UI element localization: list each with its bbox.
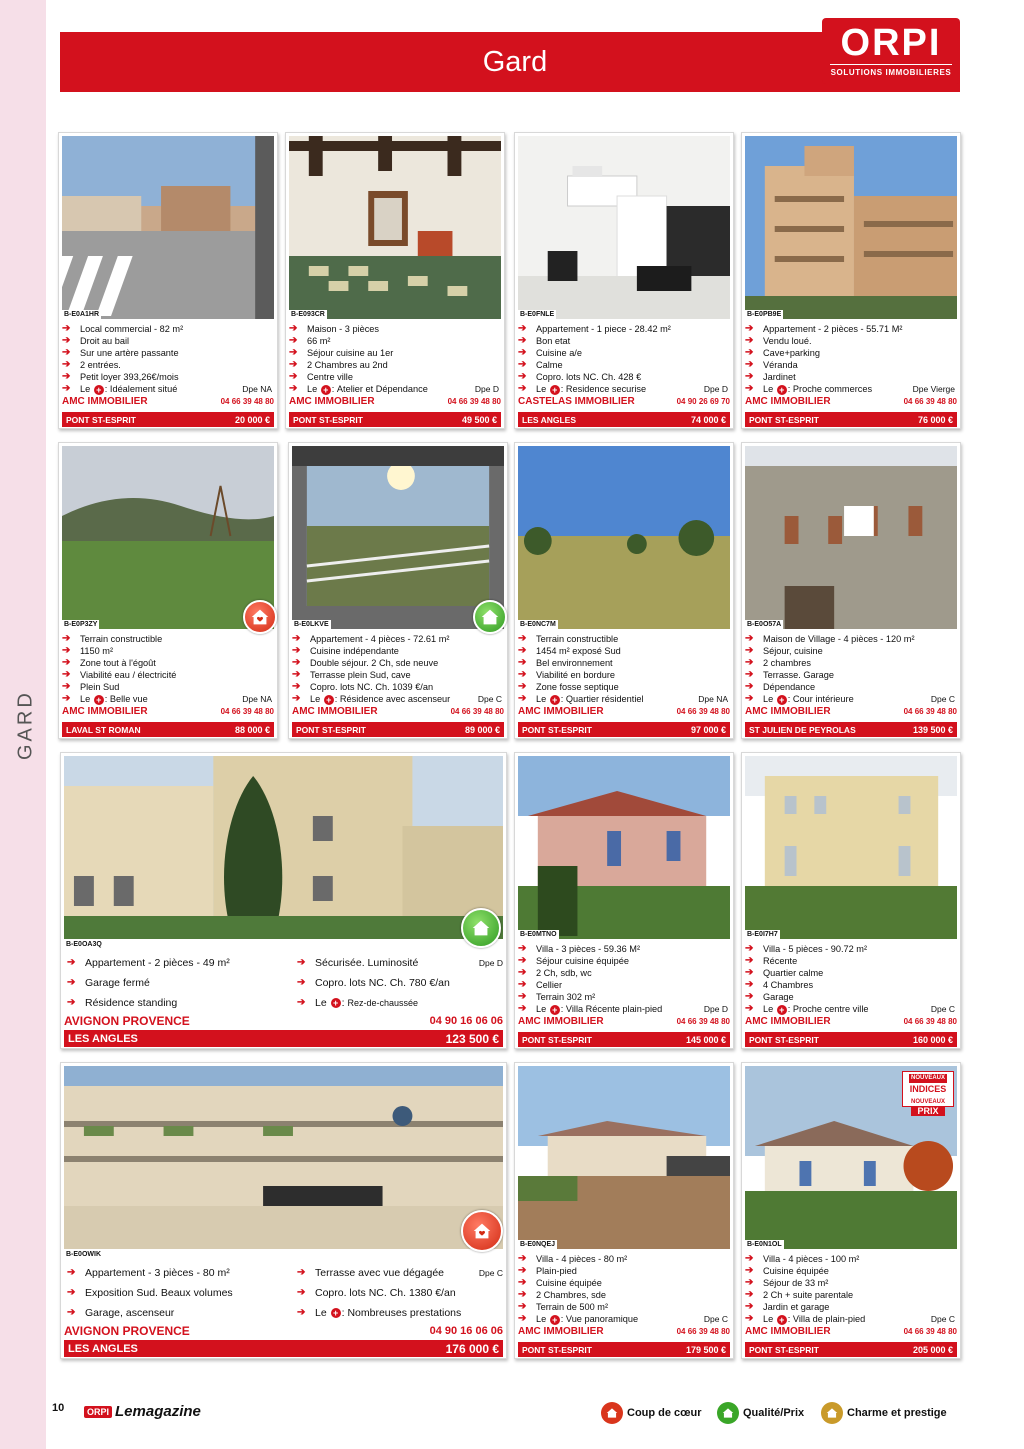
- atout-prefix: Le: [307, 384, 318, 395]
- plus-icon: +: [777, 1315, 787, 1325]
- property-photo: [518, 756, 730, 939]
- feature: Terrasse. Garage: [763, 670, 834, 681]
- price-bar: [62, 412, 274, 427]
- atout-prefix: Le: [763, 384, 774, 395]
- logo-wordmark: ORPI: [840, 22, 942, 64]
- listing-ref: B-E0N1OL: [747, 1241, 782, 1248]
- dpe-rating: Dpe Vierge: [912, 384, 955, 395]
- agency-name: AMC IMMOBILIER: [62, 396, 148, 407]
- agency-phone: 04 66 39 48 80: [903, 1327, 957, 1336]
- coup-de-coeur-icon: [601, 1402, 623, 1424]
- feature: Zone tout à l'égoût: [80, 658, 156, 669]
- price: 76 000 €: [917, 414, 953, 425]
- orpi-mini-logo: ORPI: [84, 1406, 112, 1418]
- property-photo: [62, 446, 274, 629]
- feature: 2 entrées.: [80, 360, 121, 371]
- feature: Cave+parking: [763, 348, 820, 359]
- feature: Bel environnement: [536, 658, 613, 669]
- price-bar: [64, 1340, 503, 1357]
- feature: Bon etat: [536, 336, 571, 347]
- property-photo: [292, 446, 504, 629]
- price: 160 000 €: [912, 1034, 953, 1045]
- nouveaux-prix-tag: [902, 1071, 954, 1116]
- feature: Dépendance: [763, 682, 816, 693]
- agency-line: [518, 396, 730, 407]
- plus-icon: +: [550, 385, 560, 395]
- listing-ref: B-E0MTNO: [520, 931, 557, 938]
- agency-name: AMC IMMOBILIER: [745, 1326, 831, 1337]
- property-photo: [62, 136, 274, 319]
- town: PONT ST-ESPRIT: [296, 724, 366, 735]
- atout: Nombreuses prestations: [347, 1307, 462, 1319]
- listing-card[interactable]: [741, 752, 961, 1049]
- feature: Cuisine équipée: [536, 1278, 602, 1289]
- plus-icon: +: [331, 1308, 341, 1318]
- feature: 1150 m²: [80, 646, 114, 657]
- feature: Terrain de 500 m²: [536, 1302, 609, 1313]
- agency-phone: 04 66 39 48 80: [903, 707, 957, 716]
- town: PONT ST-ESPRIT: [749, 414, 819, 425]
- legend-label: Qualité/Prix: [743, 1407, 805, 1419]
- feature: Exposition Sud. Beaux volumes: [85, 1287, 233, 1299]
- feature: Jardin et garage: [763, 1302, 830, 1313]
- town: ST JULIEN DE PEYROLAS: [749, 724, 856, 735]
- charme-prestige-icon: [821, 1402, 843, 1424]
- plus-icon: +: [550, 1315, 560, 1325]
- plus-icon: +: [321, 385, 331, 395]
- page-number: 10: [52, 1402, 65, 1414]
- price-bar: [64, 1030, 503, 1047]
- listing-card[interactable]: [514, 132, 734, 429]
- listing-card[interactable]: [741, 132, 961, 429]
- dpe-rating: Dpe NA: [242, 384, 272, 395]
- price: 89 000 €: [464, 724, 500, 735]
- feature: Centre ville: [307, 372, 353, 383]
- listing-ref: B-E0I7H7: [747, 931, 778, 938]
- price: 179 500 €: [685, 1344, 726, 1355]
- atout: Villa Récente plain-pied: [565, 1004, 663, 1015]
- agency-phone: 04 66 39 48 80: [447, 397, 501, 406]
- price-bar: [745, 1342, 957, 1357]
- agency-phone: 04 66 39 48 80: [676, 707, 730, 716]
- price: 176 000 €: [445, 1341, 499, 1356]
- listing-card[interactable]: [285, 132, 505, 429]
- property-photo: [289, 136, 501, 319]
- agency-phone: 04 66 39 48 80: [903, 397, 957, 406]
- atout-prefix: Le: [536, 384, 547, 395]
- dpe-rating: Dpe NA: [698, 694, 728, 705]
- feature: 2 Chambres, sde: [536, 1290, 606, 1301]
- dpe-rating: Dpe C: [930, 1004, 955, 1015]
- magazine-name: Lemagazine: [115, 1403, 201, 1420]
- property-photo: [745, 756, 957, 939]
- house-icon: [479, 606, 501, 628]
- feature: Séjour cuisine au 1er: [307, 348, 394, 359]
- feature: Maison de Village - 4 pièces - 120 m²: [763, 634, 915, 644]
- feature-list: ➔ Villa - 5 pièces - 90.72 m² ➔ Récente ➔ Quartier calme ➔ 4 Chambres ➔ Garage ➔ Le + : Proche centre ville Dpe C: [745, 943, 955, 1015]
- price-bar: [289, 412, 501, 427]
- legend-qualite-prix: [717, 1402, 804, 1424]
- atout: Idéalement situé: [109, 384, 178, 395]
- atout: Rez-de-chaussée: [347, 998, 418, 1008]
- agency-name: AVIGNON PROVENCE: [64, 1014, 190, 1028]
- property-photo: [518, 1066, 730, 1249]
- agency-phone: 04 66 39 48 80: [676, 1017, 730, 1026]
- feature-list-left: ➔ Appartement - 2 pièces - 49 m² ➔ Garage fermé ➔ Résidence standing: [67, 953, 230, 1013]
- town: LAVAL ST ROMAN: [66, 724, 141, 735]
- atout-prefix: Le: [763, 1314, 774, 1325]
- dpe-rating: Dpe D: [478, 958, 503, 968]
- atout-prefix: Le: [310, 694, 321, 705]
- feature-list: ➔ Maison de Village - 4 pièces - 120 m² ➔ Séjour, cuisine ➔ 2 chambres ➔ Terrasse. Garage ➔ Dépendance ➔ Le + : Cour intérieure Dpe C: [745, 633, 955, 705]
- price: 145 000 €: [685, 1034, 726, 1045]
- atout-prefix: Le: [536, 1004, 547, 1015]
- feature: Copro. lots NC. Ch. 428 €: [536, 372, 642, 383]
- feature: Terrasse avec vue dégagée: [315, 1267, 444, 1279]
- listing-ref: B-E0NC7M: [520, 621, 556, 628]
- dpe-rating: Dpe D: [703, 1004, 728, 1015]
- feature: Garage fermé: [85, 977, 150, 989]
- price: 49 500 €: [461, 414, 497, 425]
- feature: Récente: [763, 956, 798, 967]
- listing-ref: B-E0NQEJ: [520, 1241, 556, 1248]
- atout-prefix: Le: [80, 694, 91, 705]
- orpi-logo: [822, 18, 960, 84]
- house-heart-icon: [471, 1220, 493, 1242]
- feature: Copro. lots NC. Ch. 780 €/an: [315, 977, 450, 989]
- atout: Proche centre ville: [792, 1004, 869, 1015]
- qualite-prix-badge: [461, 908, 501, 948]
- listing-ref: B-E0LKVE: [294, 621, 329, 628]
- agency-phone: 04 66 39 48 80: [450, 707, 504, 716]
- plus-icon: +: [777, 385, 787, 395]
- agency-line: [745, 1016, 957, 1027]
- featured-listing-card[interactable]: [60, 1062, 507, 1359]
- feature: Vendu loué.: [763, 336, 812, 347]
- agency-phone: 04 66 39 48 80: [903, 1017, 957, 1026]
- listing-card[interactable]: [741, 1062, 961, 1359]
- agency-line: [64, 1014, 503, 1028]
- price-bar: [62, 722, 274, 737]
- property-photo: [745, 136, 957, 319]
- price: 20 000 €: [234, 414, 270, 425]
- agency-name: AMC IMMOBILIER: [518, 706, 604, 717]
- feature-list: ➔ Maison - 3 pièces ➔ 66 m² ➔ Séjour cuisine au 1er ➔ 2 Chambres au 2nd ➔ Centre ville ➔ Le + : Atelier et Dépendance Dpe D: [289, 323, 499, 395]
- listing-ref: B-E0OWIK: [66, 1251, 101, 1258]
- feature-list: ➔ Appartement - 1 piece - 28.42 m² ➔ Bon etat ➔ Cuisine a/e ➔ Calme ➔ Copro. lots NC. Ch. 428 € ➔ Le + : Residence securise Dpe D: [518, 323, 728, 395]
- feature: 2 Chambres au 2nd: [307, 360, 388, 371]
- price-bar: [518, 1032, 730, 1047]
- atout-prefix: Le: [80, 384, 91, 395]
- feature: Local commercial - 82 m²: [80, 324, 184, 334]
- legend-coup-de-coeur: [601, 1402, 702, 1424]
- town: PONT ST-ESPRIT: [749, 1344, 819, 1355]
- feature-list: ➔ Villa - 3 pièces - 59.36 M² ➔ Séjour cuisine équipée ➔ 2 Ch, sdb, wc ➔ Cellier ➔ Terrain 302 m² ➔ Le + : Villa Récente plain-pied Dpe D: [518, 943, 728, 1015]
- agency-name: AMC IMMOBILIER: [289, 396, 375, 407]
- tag-line: NOUVEAUX: [910, 1075, 945, 1081]
- agency-phone: 04 90 16 06 06: [429, 1015, 503, 1027]
- listing-card[interactable]: [514, 752, 734, 1049]
- tag-line: NOUVEAUX: [910, 1099, 945, 1105]
- feature: Copro. lots NC. Ch. 1380 €/an: [315, 1287, 456, 1299]
- feature-list-right: ➔ Terrasse avec vue dégagée Dpe C ➔ Copro. lots NC. Ch. 1380 €/an ➔ Le + : Nombreuses prestations: [297, 1263, 505, 1323]
- atout-prefix: Le: [763, 1004, 774, 1015]
- feature: Cuisine équipée: [763, 1266, 829, 1277]
- feature: Appartement - 4 pièces - 72.61 m²: [310, 634, 450, 644]
- atout-prefix: Le: [763, 694, 774, 705]
- feature: 66 m²: [307, 336, 331, 347]
- atout: Vue panoramique: [565, 1314, 639, 1325]
- price-bar: [745, 412, 957, 427]
- agency-line: [62, 396, 274, 407]
- feature: Villa - 4 pièces - 80 m²: [536, 1254, 628, 1264]
- agency-line: [518, 706, 730, 717]
- feature-list: ➔ Local commercial - 82 m² ➔ Droit au bail ➔ Sur une artère passante ➔ 2 entrées. ➔ Petit loyer 393,26€/mois ➔ Le + : Idéalement situé Dpe NA: [62, 323, 272, 395]
- feature: Terrain constructible: [80, 634, 163, 644]
- feature: Calme: [536, 360, 563, 371]
- coup-de-coeur-badge: [243, 600, 277, 634]
- feature: Appartement - 3 pièces - 80 m²: [85, 1267, 230, 1279]
- agency-line: [745, 1326, 957, 1337]
- price-bar: [518, 412, 730, 427]
- atout-prefix: Le: [536, 694, 547, 705]
- town: PONT ST-ESPRIT: [522, 724, 592, 735]
- property-photo: [64, 756, 503, 939]
- feature: Appartement - 2 pièces - 49 m²: [85, 957, 230, 969]
- feature: 2 Ch, sdb, wc: [536, 968, 592, 979]
- feature: Viabilité eau / électricité: [80, 670, 177, 681]
- price: 205 000 €: [912, 1344, 953, 1355]
- feature: Plain-pied: [536, 1266, 577, 1277]
- listing-card[interactable]: [58, 132, 278, 429]
- listing-card[interactable]: [741, 442, 961, 739]
- dpe-rating: Dpe C: [478, 1268, 503, 1278]
- feature: Sécurisée. Luminosité: [315, 957, 419, 969]
- featured-listing-card[interactable]: [60, 752, 507, 1049]
- feature: Cuisine a/e: [536, 348, 582, 359]
- feature-list-left: ➔ Appartement - 3 pièces - 80 m² ➔ Exposition Sud. Beaux volumes ➔ Garage, ascenseur: [67, 1263, 233, 1323]
- listing-ref: B-E0OA3Q: [66, 941, 102, 948]
- dpe-rating: Dpe C: [477, 694, 502, 705]
- property-photo: [518, 136, 730, 319]
- agency-name: AMC IMMOBILIER: [292, 706, 378, 717]
- feature: Séjour, cuisine: [763, 646, 823, 657]
- agency-line: [292, 706, 504, 717]
- atout: Résidence avec ascenseur: [339, 694, 451, 705]
- property-photo: [64, 1066, 503, 1249]
- feature: Cuisine indépendante: [310, 646, 399, 657]
- agency-phone: 04 90 16 06 06: [429, 1325, 503, 1337]
- feature: Appartement - 1 piece - 28.42 m²: [536, 324, 671, 334]
- legend-label: Coup de cœur: [627, 1407, 702, 1419]
- dpe-rating: Dpe D: [474, 384, 499, 395]
- feature: Garage, ascenseur: [85, 1307, 175, 1319]
- feature: Zone fosse septique: [536, 682, 619, 693]
- feature: Villa - 3 pièces - 59.36 M²: [536, 944, 641, 954]
- listing-ref: B-E0A1HR: [64, 311, 100, 318]
- feature: Quartier calme: [763, 968, 824, 979]
- feature: 2 chambres: [763, 658, 812, 669]
- feature: Villa - 5 pièces - 90.72 m²: [763, 944, 868, 954]
- agency-line: [64, 1324, 503, 1338]
- listing-card[interactable]: [514, 1062, 734, 1359]
- agency-phone: 04 66 39 48 80: [220, 707, 274, 716]
- feature: Terrain 302 m²: [536, 992, 596, 1003]
- feature: Maison - 3 pièces: [307, 324, 380, 334]
- listing-card[interactable]: [58, 442, 278, 739]
- agency-line: [518, 1326, 730, 1337]
- dpe-rating: Dpe D: [703, 384, 728, 395]
- agency-name: AMC IMMOBILIER: [518, 1326, 604, 1337]
- dpe-rating: Dpe C: [930, 694, 955, 705]
- feature: Véranda: [763, 360, 798, 371]
- price: 139 500 €: [912, 724, 953, 735]
- house-heart-icon: [249, 606, 271, 628]
- agency-phone: 04 66 39 48 80: [220, 397, 274, 406]
- section-title: Gard: [482, 45, 548, 78]
- feature: Séjour de 33 m²: [763, 1278, 829, 1289]
- feature: Villa - 4 pièces - 100 m²: [763, 1254, 860, 1264]
- feature: Résidence standing: [85, 997, 178, 1009]
- feature: Garage: [763, 992, 794, 1003]
- price-bar: [518, 1342, 730, 1357]
- town: LES ANGLES: [68, 1342, 138, 1355]
- plus-icon: +: [550, 695, 560, 705]
- legend-charme-prestige: [821, 1402, 947, 1424]
- agency-phone: 04 66 39 48 80: [676, 1327, 730, 1336]
- atout: Residence securise: [565, 384, 647, 395]
- plus-icon: +: [94, 385, 104, 395]
- price: 74 000 €: [690, 414, 726, 425]
- agency-name: AMC IMMOBILIER: [745, 396, 831, 407]
- atout-prefix: Le: [315, 1307, 327, 1319]
- agency-name: AMC IMMOBILIER: [62, 706, 148, 717]
- listing-ref: B-E0P3ZY: [64, 621, 98, 628]
- town: PONT ST-ESPRIT: [749, 1034, 819, 1045]
- town: PONT ST-ESPRIT: [522, 1344, 592, 1355]
- feature-list: ➔ Villa - 4 pièces - 100 m² ➔ Cuisine équipée ➔ Séjour de 33 m² ➔ 2 Ch + suite parentale ➔ Jardin et garage ➔ Le + : Villa de plain-pied Dpe C: [745, 1253, 955, 1325]
- listing-ref: B-E0O57A: [747, 621, 782, 628]
- house-icon: [470, 917, 492, 939]
- atout: Atelier et Dépendance: [336, 384, 428, 395]
- feature: Droit au bail: [80, 336, 130, 347]
- atout: Proche commerces: [792, 384, 873, 395]
- atout: Cour intérieure: [792, 694, 854, 705]
- feature: Viabilité en bordure: [536, 670, 615, 681]
- plus-icon: +: [550, 1005, 560, 1015]
- feature: Appartement - 2 pièces - 55.71 M²: [763, 324, 903, 334]
- feature-list: ➔ Villa - 4 pièces - 80 m² ➔ Plain-pied ➔ Cuisine équipée ➔ 2 Chambres, sde ➔ Terrain de 500 m² ➔ Le + : Vue panoramique Dpe C: [518, 1253, 728, 1325]
- town: LES ANGLES: [68, 1032, 138, 1045]
- listing-ref: B-E093CR: [291, 311, 325, 318]
- price: 97 000 €: [690, 724, 726, 735]
- plus-icon: +: [324, 695, 334, 705]
- price-bar: [518, 722, 730, 737]
- feature: 4 Chambres: [763, 980, 814, 991]
- agency-name: AMC IMMOBILIER: [745, 1016, 831, 1027]
- plus-icon: +: [777, 1005, 787, 1015]
- property-photo: [745, 446, 957, 629]
- town: LES ANGLES: [522, 414, 576, 425]
- feature-list-right: ➔ Sécurisée. Luminosité Dpe D ➔ Copro. lots NC. Ch. 780 €/an ➔ Le + : Rez-de-chaussée: [297, 953, 505, 1013]
- town: PONT ST-ESPRIT: [66, 414, 136, 425]
- town: PONT ST-ESPRIT: [293, 414, 363, 425]
- agency-line: [518, 1016, 730, 1027]
- dpe-rating: Dpe C: [930, 1314, 955, 1325]
- feature-list: ➔ Appartement - 4 pièces - 72.61 m² ➔ Cuisine indépendante ➔ Double séjour. 2 Ch, sde neuve ➔ Terrasse plein Sud, cave ➔ Copro. lots NC. Ch. 1039 €/an ➔ Le + : Résidence avec ascenseur Dpe C: [292, 633, 502, 705]
- listing-card[interactable]: [514, 442, 734, 739]
- atout: Belle vue: [109, 694, 148, 705]
- price-bar: [745, 1032, 957, 1047]
- atout-prefix: Le: [315, 997, 327, 1009]
- price: 88 000 €: [234, 724, 270, 735]
- feature: 2 Ch + suite parentale: [763, 1290, 854, 1301]
- magazine-logo: [84, 1403, 201, 1420]
- listing-card[interactable]: [288, 442, 508, 739]
- feature: Plein Sud: [80, 682, 120, 693]
- feature: Petit loyer 393,26€/mois: [80, 372, 179, 383]
- plus-icon: +: [777, 695, 787, 705]
- town: PONT ST-ESPRIT: [522, 1034, 592, 1045]
- property-photo: [518, 446, 730, 629]
- agency-phone: 04 90 26 69 70: [676, 397, 730, 406]
- agency-line: [745, 396, 957, 407]
- feature: Copro. lots NC. Ch. 1039 €/an: [310, 682, 434, 693]
- feature: Sur une artère passante: [80, 348, 179, 359]
- plus-icon: +: [94, 695, 104, 705]
- agency-line: [745, 706, 957, 717]
- atout-prefix: Le: [536, 1314, 547, 1325]
- atout: Villa de plain-pied: [792, 1314, 866, 1325]
- tag-line: PRIX: [911, 1107, 945, 1116]
- feature: Double séjour. 2 Ch, sde neuve: [310, 658, 439, 669]
- tag-line: INDICES: [909, 1084, 947, 1094]
- dpe-rating: Dpe NA: [242, 694, 272, 705]
- feature: Terrasse plein Sud, cave: [310, 670, 411, 681]
- price-bar: [745, 722, 957, 737]
- feature-list: ➔ Appartement - 2 pièces - 55.71 M² ➔ Vendu loué. ➔ Cave+parking ➔ Véranda ➔ Jardinet ➔ Le + : Proche commerces Dpe Vierge: [745, 323, 955, 395]
- price-bar: [292, 722, 504, 737]
- agency-name: AVIGNON PROVENCE: [64, 1324, 190, 1338]
- feature-list: ➔ Terrain constructible ➔ 1150 m² ➔ Zone tout à l'égoût ➔ Viabilité eau / électricité ➔ Plein Sud ➔ Le + : Belle vue Dpe NA: [62, 633, 272, 705]
- feature: Cellier: [536, 980, 563, 991]
- listing-ref: B-E0PB9E: [747, 311, 782, 318]
- side-section-label: GARD: [14, 690, 37, 760]
- feature: 1454 m² exposé Sud: [536, 646, 621, 657]
- plus-icon: +: [331, 998, 341, 1008]
- feature: Séjour cuisine équipée: [536, 956, 629, 967]
- dpe-rating: Dpe C: [703, 1314, 728, 1325]
- agency-name: AMC IMMOBILIER: [745, 706, 831, 717]
- legend-label: Charme et prestige: [847, 1407, 947, 1419]
- agency-name: AMC IMMOBILIER: [518, 1016, 604, 1027]
- feature: Jardinet: [763, 372, 796, 383]
- price: 123 500 €: [445, 1031, 499, 1046]
- feature-list: ➔ Terrain constructible ➔ 1454 m² exposé Sud ➔ Bel environnement ➔ Viabilité en bordure ➔ Zone fosse septique ➔ Le + : Quartier résidentiel Dpe NA: [518, 633, 728, 705]
- qualite-prix-badge: [473, 600, 507, 634]
- feature: Terrain constructible: [536, 634, 619, 644]
- listing-ref: B-E0FNLE: [520, 311, 555, 318]
- coup-de-coeur-badge: [461, 1210, 503, 1252]
- agency-line: [289, 396, 501, 407]
- atout: Quartier résidentiel: [565, 694, 644, 705]
- logo-tagline: SOLUTIONS IMMOBILIERES: [830, 64, 952, 77]
- agency-line: [62, 706, 274, 717]
- qualite-prix-icon: [717, 1402, 739, 1424]
- agency-name: CASTELAS IMMOBILIER: [518, 396, 635, 407]
